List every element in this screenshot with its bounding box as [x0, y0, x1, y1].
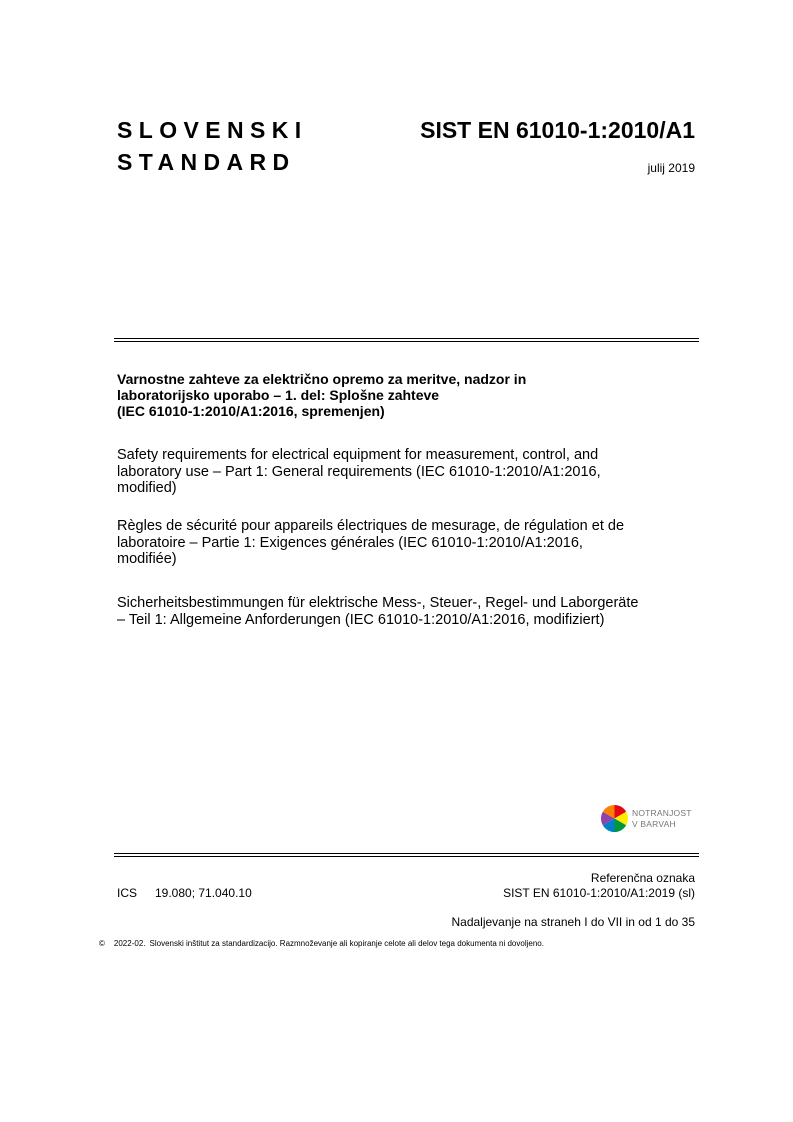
brand-line-2: STANDARD [117, 149, 296, 175]
copyright-notice [99, 939, 544, 949]
title-slovenian-line: Varnostne zahteve za električno opremo za meritve, nadzor in [117, 371, 527, 387]
logo-text-line-1: NOTRANJOST [632, 807, 692, 818]
title-german-line: Sicherheitsbestimmungen für elektrische Mess-, Steuer-, Regel- und Laborgeräte [117, 595, 639, 611]
document-number: SIST EN 61010-1:2010/A1 [420, 117, 695, 143]
copyright-year: 2022-02. [113, 939, 146, 948]
title-french-line: laboratoire – Partie 1: Exigences générales (IEC 61010-1:2010/A1:2016, [117, 534, 583, 551]
title-german [117, 595, 707, 628]
title-english-line: Safety requirements for electrical equipment for measurement, control, and [117, 447, 599, 463]
copyright-symbol: © [99, 939, 105, 948]
title-slovenian [117, 371, 707, 419]
reference-value: SIST EN 61010-1:2010/A1:2019 (sl) [503, 886, 695, 900]
title-english [117, 447, 707, 497]
bottom-double-rule [114, 853, 699, 857]
color-interior-logo [601, 805, 692, 832]
reference-label: Referenčna oznaka [590, 871, 695, 885]
top-double-rule [114, 338, 699, 342]
title-french-line: modifiée) [117, 551, 177, 567]
title-french-line: Règles de sécurité pour appareils électriques de mesurage, de régulation et de [117, 518, 625, 534]
ics-value: 19.080; 71.040.10 [155, 886, 252, 900]
copyright-text: Slovenski inštitut za standardizacijo. Razmnoževanje ali kopiranje celote ali delov tega dokumenta ni dovoljeno. [149, 939, 544, 948]
publication-date: julij 2019 [647, 161, 695, 175]
title-english-line: modified) [117, 480, 177, 496]
title-french [117, 518, 707, 568]
title-slovenian-line: laboratorijsko uporabo – 1. del: Splošne zahteve [117, 387, 440, 403]
title-english-line: laboratory use – Part 1: General requirements (IEC 61010-1:2010/A1:2016, [117, 463, 601, 480]
title-slovenian-line: (IEC 61010-1:2010/A1:2016, spremenjen) [117, 403, 385, 419]
logo-text [632, 808, 692, 830]
logo-text-line-2: V BARVAH [632, 818, 676, 829]
brand-line-1: SLOVENSKI [117, 117, 308, 143]
title-german-line: – Teil 1: Allgemeine Anforderungen (IEC 61010-1:2010/A1:2016, modifiziert) [117, 611, 605, 628]
ics-label: ICS [117, 886, 138, 900]
page-continuation-note: Nadaljevanje na straneh I do VII in od 1 do 35 [451, 915, 695, 929]
color-wheel-icon [601, 805, 628, 832]
